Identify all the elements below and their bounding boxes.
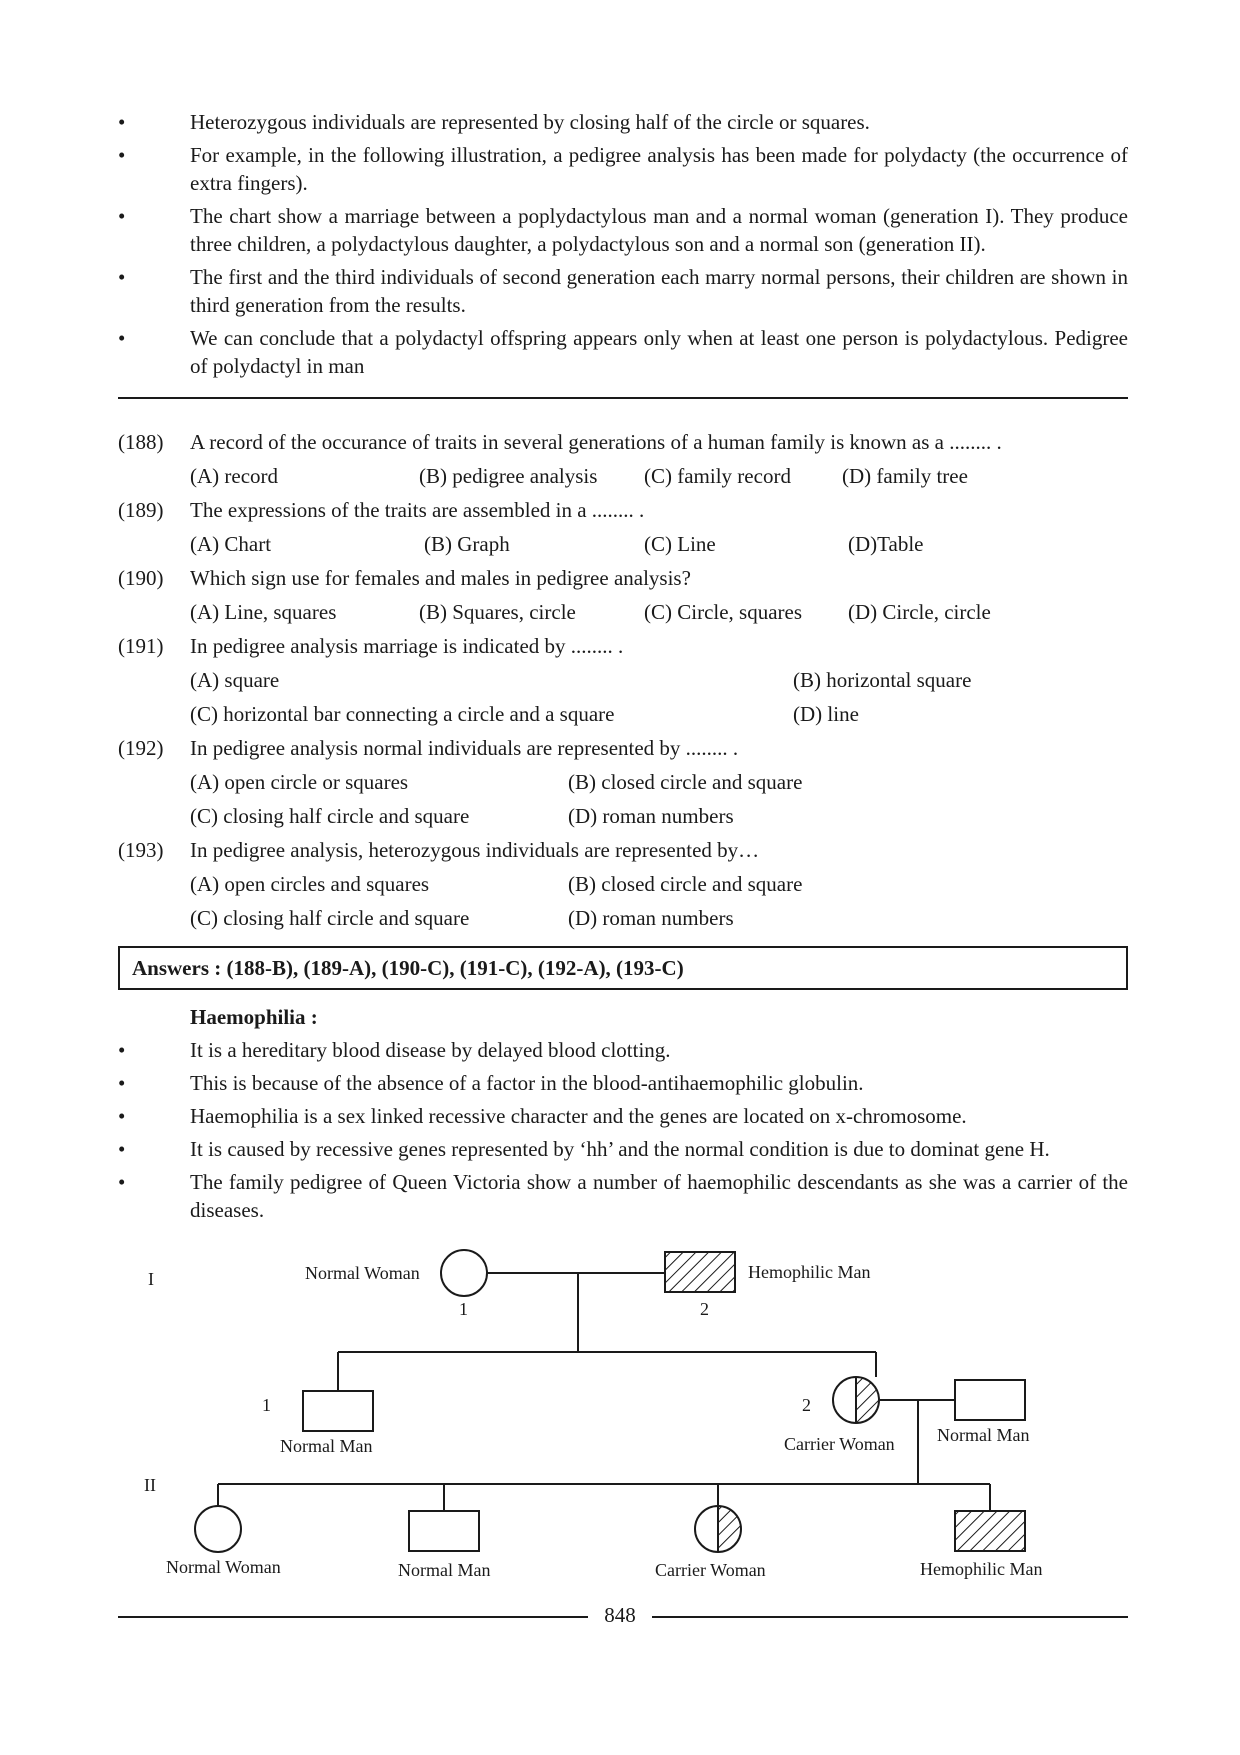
- section-heading: Haemophilia :: [190, 1005, 318, 1029]
- question-192-options-row2: [118, 801, 1128, 831]
- bullet-marker: •: [118, 1071, 126, 1095]
- bullet-item: [118, 263, 1128, 319]
- answers-text: Answers : (188-B), (189-A), (190-C), (191-C), (192-A), (193-C): [132, 956, 684, 980]
- bullet-item: [118, 141, 1128, 197]
- g2-daughter-label: Carrier Woman: [784, 1434, 895, 1454]
- question-191-options-row1: [118, 665, 1128, 695]
- bullet-item: [118, 1168, 1128, 1224]
- bullet-marker: •: [118, 1038, 126, 1062]
- option-b: (B) pedigree analysis: [419, 464, 598, 488]
- page-number: [0, 1600, 1240, 1630]
- g1-hemophilic-man-symbol: [665, 1252, 735, 1292]
- bullet-text: It is caused by recessive genes represented by ‘hh’ and the normal condition is due to dominat gene H.: [190, 1137, 1050, 1161]
- option-c: (C) closing half circle and square: [190, 906, 470, 930]
- bullet-marker: •: [118, 265, 126, 289]
- page-number-text: 848: [592, 1603, 648, 1627]
- option-b: (B) closed circle and square: [568, 872, 803, 896]
- bullet-marker: •: [118, 204, 126, 228]
- question-193-options-row2: [118, 903, 1128, 933]
- g1-man-label: Hemophilic Man: [748, 1262, 871, 1282]
- bullet-text: The chart show a marriage between a poplydactylous man and a normal woman (generation I). They produce three children, a polydactylous daughter, a polydactylous son and a normal son (generation II).: [190, 204, 1128, 256]
- option-c: (C) horizontal bar connecting a circle and a square: [190, 702, 615, 726]
- generation-label-1: I: [148, 1269, 154, 1289]
- g3-1-label: Normal Woman: [166, 1557, 281, 1577]
- bullet-text: Haemophilia is a sex linked recessive character and the genes are located on x-chromosome.: [190, 1104, 967, 1128]
- question-text: In pedigree analysis normal individuals are represented by ........ .: [190, 736, 739, 760]
- bullet-marker: •: [118, 326, 126, 350]
- g3-carrier-woman-symbol: [695, 1506, 741, 1552]
- g2-carrier-woman-symbol: [833, 1377, 879, 1423]
- option-a: (A) Line, squares: [190, 600, 337, 624]
- question-191-options-row2: [118, 699, 1128, 729]
- option-c: (C) Circle, squares: [644, 600, 803, 624]
- option-a: (A) record: [190, 464, 279, 488]
- bullet-text: The first and the third individuals of second generation each marry normal persons, their children are shown in third generation from the results.: [190, 265, 1128, 317]
- g1-woman-label: Normal Woman: [305, 1263, 420, 1283]
- bullet-item: [118, 1135, 1128, 1163]
- question-190: [118, 563, 1128, 593]
- question-number: (190): [118, 566, 164, 590]
- g3-normal-man-symbol: [409, 1511, 479, 1551]
- intro-bullet-list: [118, 108, 1128, 385]
- g2-daughter-number: 2: [802, 1395, 811, 1415]
- bullet-text: It is a hereditary blood disease by delayed blood clotting.: [190, 1038, 671, 1062]
- g2-son-label: Normal Man: [280, 1436, 373, 1456]
- haemophilia-bullet-list: [118, 1036, 1128, 1229]
- bullet-item: [118, 108, 1128, 136]
- bullet-text: The family pedigree of Queen Victoria show a number of haemophilic descendants as she was a carrier of the diseases.: [190, 1170, 1128, 1222]
- bullet-item: [118, 324, 1128, 380]
- section-divider: [118, 397, 1128, 399]
- g2-normal-man-symbol: [303, 1391, 373, 1431]
- generation-label-2: II: [144, 1475, 156, 1495]
- bullet-text: For example, in the following illustration, a pedigree analysis has been made for polydacty (the occurrence of extra fingers).: [190, 143, 1128, 195]
- bullet-marker: •: [118, 1170, 126, 1194]
- option-b: (B) Graph: [424, 532, 510, 556]
- question-193: [118, 835, 1128, 865]
- bullet-item: [118, 202, 1128, 258]
- question-text: In pedigree analysis marriage is indicated by ........ .: [190, 634, 624, 658]
- option-d: (D)Table: [848, 532, 924, 556]
- g3-2-label: Normal Man: [398, 1560, 491, 1580]
- bullet-item: [118, 1069, 1128, 1097]
- g3-hemophilic-man-symbol: [955, 1511, 1025, 1551]
- question-189: [118, 495, 1128, 525]
- option-c: (C) closing half circle and square: [190, 804, 470, 828]
- question-number: (188): [118, 430, 164, 454]
- question-189-options: [118, 529, 1128, 559]
- bullet-text: Heterozygous individuals are represented by closing half of the circle or squares.: [190, 110, 870, 134]
- g2-spouse-normal-man-symbol: [955, 1380, 1025, 1420]
- bullet-text: We can conclude that a polydactyl offspring appears only when at least one person is polydactylous. Pedigree of polydactyl in man: [190, 326, 1128, 378]
- g1-woman-number: 1: [459, 1299, 468, 1319]
- option-d: (D) line: [793, 702, 859, 726]
- g3-3-label: Carrier Woman: [655, 1560, 766, 1580]
- question-192-options-row1: [118, 767, 1128, 797]
- option-d: (D) Circle, circle: [848, 600, 991, 624]
- question-188: [118, 427, 1128, 457]
- option-c: (C) Line: [644, 532, 716, 556]
- g1-normal-woman-symbol: [441, 1250, 487, 1296]
- bullet-text: This is because of the absence of a factor in the blood-antihaemophilic globulin.: [190, 1071, 864, 1095]
- option-a: (A) open circle or squares: [190, 770, 409, 794]
- question-text: Which sign use for females and males in pedigree analysis?: [190, 566, 691, 590]
- g1-man-number: 2: [700, 1299, 709, 1319]
- question-number: (192): [118, 736, 164, 760]
- option-b: (B) closed circle and square: [568, 770, 803, 794]
- option-b: (B) horizontal square: [793, 668, 972, 692]
- question-text: The expressions of the traits are assembled in a ........ .: [190, 498, 645, 522]
- question-number: (191): [118, 634, 164, 658]
- option-a: (A) open circles and squares: [190, 872, 430, 896]
- question-number: (193): [118, 838, 164, 862]
- question-text: In pedigree analysis, heterozygous individuals are represented by…: [190, 838, 760, 862]
- answers-box: [118, 946, 1128, 990]
- bullet-item: [118, 1102, 1128, 1130]
- option-d: (D) family tree: [842, 464, 968, 488]
- bullet-marker: •: [118, 110, 126, 134]
- option-c: (C) family record: [644, 464, 791, 488]
- bullet-marker: •: [118, 143, 126, 167]
- g2-spouse-label: Normal Man: [937, 1425, 1030, 1445]
- g3-4-label: Hemophilic Man: [920, 1559, 1043, 1579]
- question-number: (189): [118, 498, 164, 522]
- question-192: [118, 733, 1128, 763]
- question-193-options-row1: [118, 869, 1128, 899]
- option-a: (A) Chart: [190, 532, 272, 556]
- option-d: (D) roman numbers: [568, 906, 734, 930]
- option-b: (B) Squares, circle: [419, 600, 576, 624]
- option-d: (D) roman numbers: [568, 804, 734, 828]
- question-text: A record of the occurance of traits in several generations of a human family is known as a ........ .: [190, 430, 1002, 454]
- question-191: [118, 631, 1128, 661]
- question-190-options: [118, 597, 1128, 627]
- bullet-marker: •: [118, 1137, 126, 1161]
- bullet-marker: •: [118, 1104, 126, 1128]
- g2-son-number: 1: [262, 1395, 271, 1415]
- option-a: (A) square: [190, 668, 280, 692]
- g3-normal-woman-symbol: [195, 1506, 241, 1552]
- question-188-options: [118, 461, 1128, 491]
- bullet-item: [118, 1036, 1128, 1064]
